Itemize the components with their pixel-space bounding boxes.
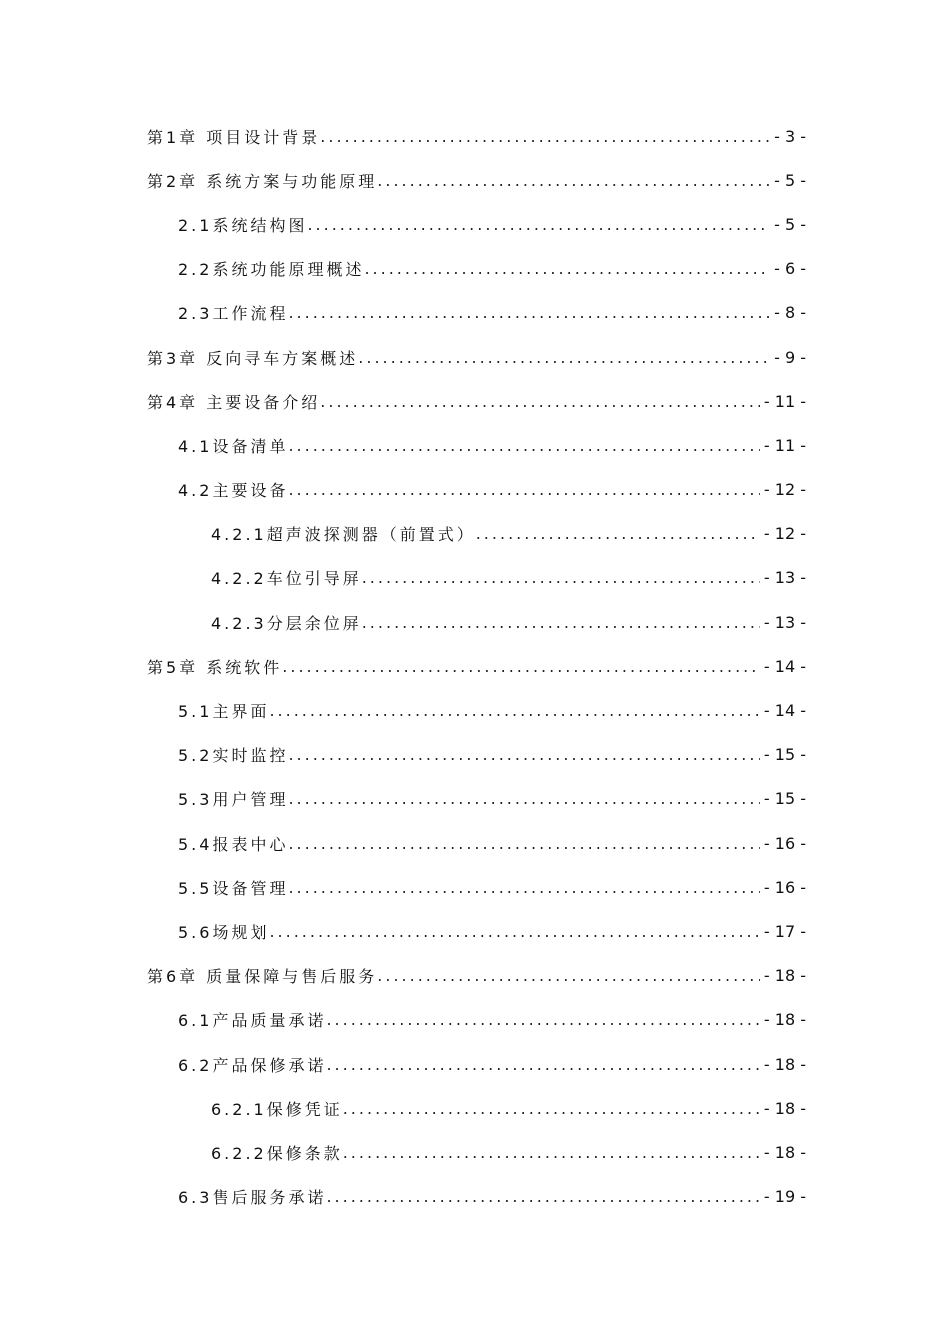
- toc-entry-page-number: - 19 -: [763, 1187, 806, 1207]
- toc-entry-title: 5.4报表中心: [178, 834, 289, 854]
- toc-dot-leader: [326, 1187, 759, 1206]
- toc-dot-leader: [288, 436, 759, 455]
- toc-dot-leader: [326, 1010, 759, 1029]
- toc-entry-title: 第2章 系统方案与功能原理: [147, 171, 378, 191]
- toc-entry-title: 第3章 反向寻车方案概述: [147, 348, 359, 368]
- toc-entry-title: 5.6场规划: [178, 922, 270, 942]
- toc-entry[interactable]: [0, 733, 950, 777]
- toc-entry[interactable]: [0, 468, 950, 512]
- toc-entry[interactable]: [0, 556, 950, 600]
- toc-entry-title: 5.5设备管理: [178, 878, 289, 898]
- toc-entry[interactable]: [0, 600, 950, 644]
- toc-entry[interactable]: [0, 998, 950, 1042]
- toc-dot-leader: [326, 1055, 759, 1074]
- toc-entry-page-number: - 13 -: [763, 568, 806, 588]
- table-of-contents: [0, 114, 950, 1219]
- toc-entry-page-number: - 18 -: [763, 1098, 806, 1118]
- toc-entry[interactable]: [0, 158, 950, 202]
- toc-entry-title: 6.2.2保修条款: [211, 1143, 343, 1163]
- toc-entry[interactable]: [0, 909, 950, 953]
- toc-dot-leader: [364, 259, 770, 278]
- toc-dot-leader: [362, 613, 760, 632]
- toc-dot-leader: [269, 922, 759, 941]
- toc-entry-title: 2.2系统功能原理概述: [178, 260, 365, 280]
- toc-entry-page-number: - 9 -: [774, 347, 806, 367]
- toc-dot-leader: [269, 701, 759, 720]
- toc-entry[interactable]: [0, 335, 950, 379]
- toc-entry-page-number: - 18 -: [763, 1010, 806, 1030]
- toc-entry-page-number: - 18 -: [763, 1142, 806, 1162]
- toc-entry-page-number: - 17 -: [763, 921, 806, 941]
- toc-entry[interactable]: [0, 1086, 950, 1130]
- toc-dot-leader: [377, 171, 770, 190]
- toc-entry[interactable]: [0, 202, 950, 246]
- toc-entry-title: 第1章 项目设计背景: [147, 127, 321, 147]
- toc-entry[interactable]: [0, 954, 950, 998]
- toc-entry-title: 6.3售后服务承诺: [178, 1188, 327, 1208]
- toc-dot-leader: [288, 303, 770, 322]
- toc-entry-title: 4.2主要设备: [178, 481, 289, 501]
- toc-entry-page-number: - 11 -: [763, 391, 806, 411]
- toc-entry-page-number: - 12 -: [763, 480, 806, 500]
- toc-entry-title: 4.2.3分层余位屏: [211, 613, 362, 633]
- toc-entry[interactable]: [0, 291, 950, 335]
- toc-entry-page-number: - 8 -: [774, 303, 806, 323]
- toc-dot-leader: [288, 789, 759, 808]
- toc-dot-leader: [288, 480, 759, 499]
- toc-entry-title: 5.2实时监控: [178, 746, 289, 766]
- toc-dot-leader: [307, 215, 770, 234]
- toc-entry[interactable]: [0, 114, 950, 158]
- toc-entry-page-number: - 15 -: [763, 745, 806, 765]
- toc-entry-title: 6.2.1保修凭证: [211, 1099, 343, 1119]
- toc-dot-leader: [343, 1099, 760, 1118]
- toc-entry-title: 2.1系统结构图: [178, 215, 308, 235]
- toc-entry-title: 第6章 质量保障与售后服务: [147, 967, 378, 987]
- toc-entry-title: 第4章 主要设备介绍: [147, 392, 321, 412]
- toc-entry[interactable]: [0, 865, 950, 909]
- toc-dot-leader: [358, 348, 770, 367]
- toc-dot-leader: [362, 568, 760, 587]
- toc-entry[interactable]: [0, 688, 950, 732]
- toc-entry-page-number: - 13 -: [763, 612, 806, 632]
- toc-dot-leader: [288, 834, 759, 853]
- toc-dot-leader: [343, 1143, 760, 1162]
- toc-entry[interactable]: [0, 821, 950, 865]
- toc-dot-leader: [320, 127, 770, 146]
- toc-entry[interactable]: [0, 247, 950, 291]
- toc-entry-title: 5.1主界面: [178, 702, 270, 722]
- toc-entry-page-number: - 6 -: [774, 259, 806, 279]
- toc-entry-page-number: - 14 -: [763, 656, 806, 676]
- toc-entry[interactable]: [0, 1175, 950, 1219]
- toc-dot-leader: [320, 392, 760, 411]
- toc-entry-title: 4.1设备清单: [178, 436, 289, 456]
- toc-entry-page-number: - 11 -: [763, 435, 806, 455]
- toc-entry-page-number: - 5 -: [774, 170, 806, 190]
- toc-entry[interactable]: [0, 379, 950, 423]
- toc-dot-leader: [476, 524, 760, 543]
- toc-entry[interactable]: [0, 423, 950, 467]
- toc-entry-title: 4.2.2车位引导屏: [211, 569, 362, 589]
- toc-entry-page-number: - 3 -: [774, 126, 806, 146]
- toc-entry[interactable]: [0, 1130, 950, 1174]
- toc-entry[interactable]: [0, 512, 950, 556]
- toc-dot-leader: [288, 878, 759, 897]
- toc-entry[interactable]: [0, 644, 950, 688]
- toc-entry[interactable]: [0, 1042, 950, 1086]
- toc-entry-page-number: - 18 -: [763, 1054, 806, 1074]
- toc-entry-page-number: - 15 -: [763, 789, 806, 809]
- toc-entry-title: 6.2产品保修承诺: [178, 1055, 327, 1075]
- toc-dot-leader: [282, 657, 760, 676]
- toc-entry-title: 第5章 系统软件: [147, 657, 283, 677]
- toc-entry-page-number: - 14 -: [763, 701, 806, 721]
- toc-entry-page-number: - 16 -: [763, 833, 806, 853]
- toc-entry-page-number: - 18 -: [763, 966, 806, 986]
- toc-entry-title: 4.2.1超声波探测器（前置式）: [211, 525, 476, 545]
- toc-entry-page-number: - 16 -: [763, 877, 806, 897]
- toc-entry[interactable]: [0, 777, 950, 821]
- toc-entry-title: 5.3用户管理: [178, 790, 289, 810]
- toc-entry-title: 2.3工作流程: [178, 304, 289, 324]
- toc-entry-page-number: - 12 -: [763, 524, 806, 544]
- toc-dot-leader: [288, 745, 759, 764]
- toc-entry-title: 6.1产品质量承诺: [178, 1011, 327, 1031]
- toc-dot-leader: [377, 966, 760, 985]
- toc-entry-page-number: - 5 -: [774, 214, 806, 234]
